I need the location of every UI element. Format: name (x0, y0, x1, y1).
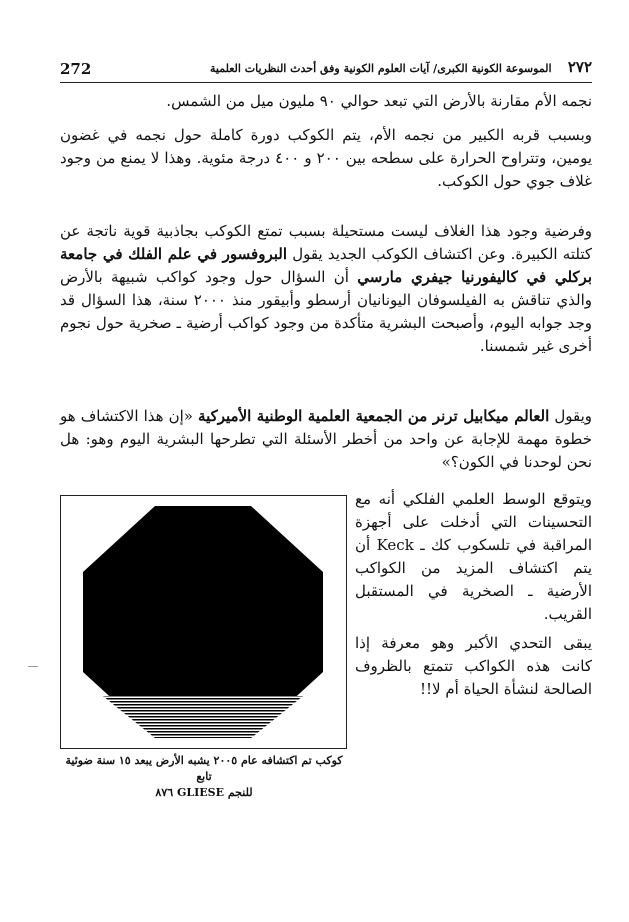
paragraph-4-bold: العالم ميكابيل ترنر من الجمعية العلمية الوطنية الأميركية (198, 407, 550, 425)
figure-caption (60, 753, 348, 801)
page-number-latin: 272 (60, 60, 92, 78)
margin-mark (28, 666, 38, 667)
paragraph-4 (60, 405, 592, 474)
planet-image (83, 506, 323, 738)
paragraph-3-bold: البروفسور في علم الفلك في جامعة بركلي في كاليفورنيا جيفري مارسي (60, 245, 592, 286)
paragraph-4-text-a: ويقول (549, 407, 592, 425)
caption-line-2: للنجم GLIESE ٨٧٦ (155, 786, 253, 799)
paragraph-1: نجمه الأم مقارنة بالأرض التي تبعد حوالي ٩٠ مليون ميل من الشمس. (166, 92, 592, 110)
paragraph-3-text-b: أن السؤال حول وجود كواكب شبيهة بالأرض والذي تناقش به الفيلسوفان اليونانيان أرسطو وأبيقور منذ ٢٠٠٠ سنة، هذا السؤال قد وجد جوابه اليوم، وأصبحت البشرية متأكدة من وجود كواكب أرضية ـ صخرية حول نجوم أخرى غير شمسنا. (60, 268, 592, 355)
paragraph-4-text-b: «إن هذا الاكتشاف هو خطوة مهمة للإجابة عن واحد من أخطر الأسئلة التي تطرحها البشرية اليوم وهو: هل نحن لوحدنا في الكون؟» (60, 407, 592, 471)
page-header (60, 58, 592, 80)
side-paragraph-1: ويتوقع الوسط العلمي الفلكي أنه مع التحسينات التي أدخلت على أجهزة المراقبة في تلسكوب كك ـ Keck أن يتم اكتشاف المزيد من الكواكب الأرضية ـ الصخرية في المستقبل القريب. (355, 490, 592, 623)
planet-figure (60, 495, 347, 749)
paragraph-2: وبسبب قربه الكبير من نجمه الأم، يتم الكوكب دورة كاملة حول نجمه في غضون يومين، وتتراوح الحرارة على سطحه بين ٢٠٠ و ٤٠٠ درجة مئوية. وهذا لا يمنع من وجود غلاف جوي حول الكوكب. (60, 126, 593, 190)
paragraph-3-text-a: وفرضية وجود هذا الغلاف ليست مستحيلة بسبب تمتع الكوكب بجاذبية قوية ناتجة عن كتلته الكبيرة. وعن اكتشاف الكوكب الجديد يقول (60, 222, 592, 263)
side-column (355, 488, 592, 707)
header-rule (60, 82, 592, 83)
paragraph-3 (60, 220, 592, 358)
page-number-arabic: ٢٧٢ (567, 58, 592, 76)
caption-line-1: كوكب تم اكتشافه عام ٢٠٠٥ يشبه الأرض يبعد ١٥ سنة ضوئية تابع (65, 754, 343, 783)
running-title: الموسوعة الكونية الكبرى/ آيات العلوم الكونية وفق أحدث النظريات العلمية (210, 62, 552, 75)
side-paragraph-2: يبقى التحدي الأكبر وهو معرفة إذا كانت هذه الكواكب تتمتع بالظروف الصالحة لنشأة الحياة أم لا!! (355, 634, 592, 698)
